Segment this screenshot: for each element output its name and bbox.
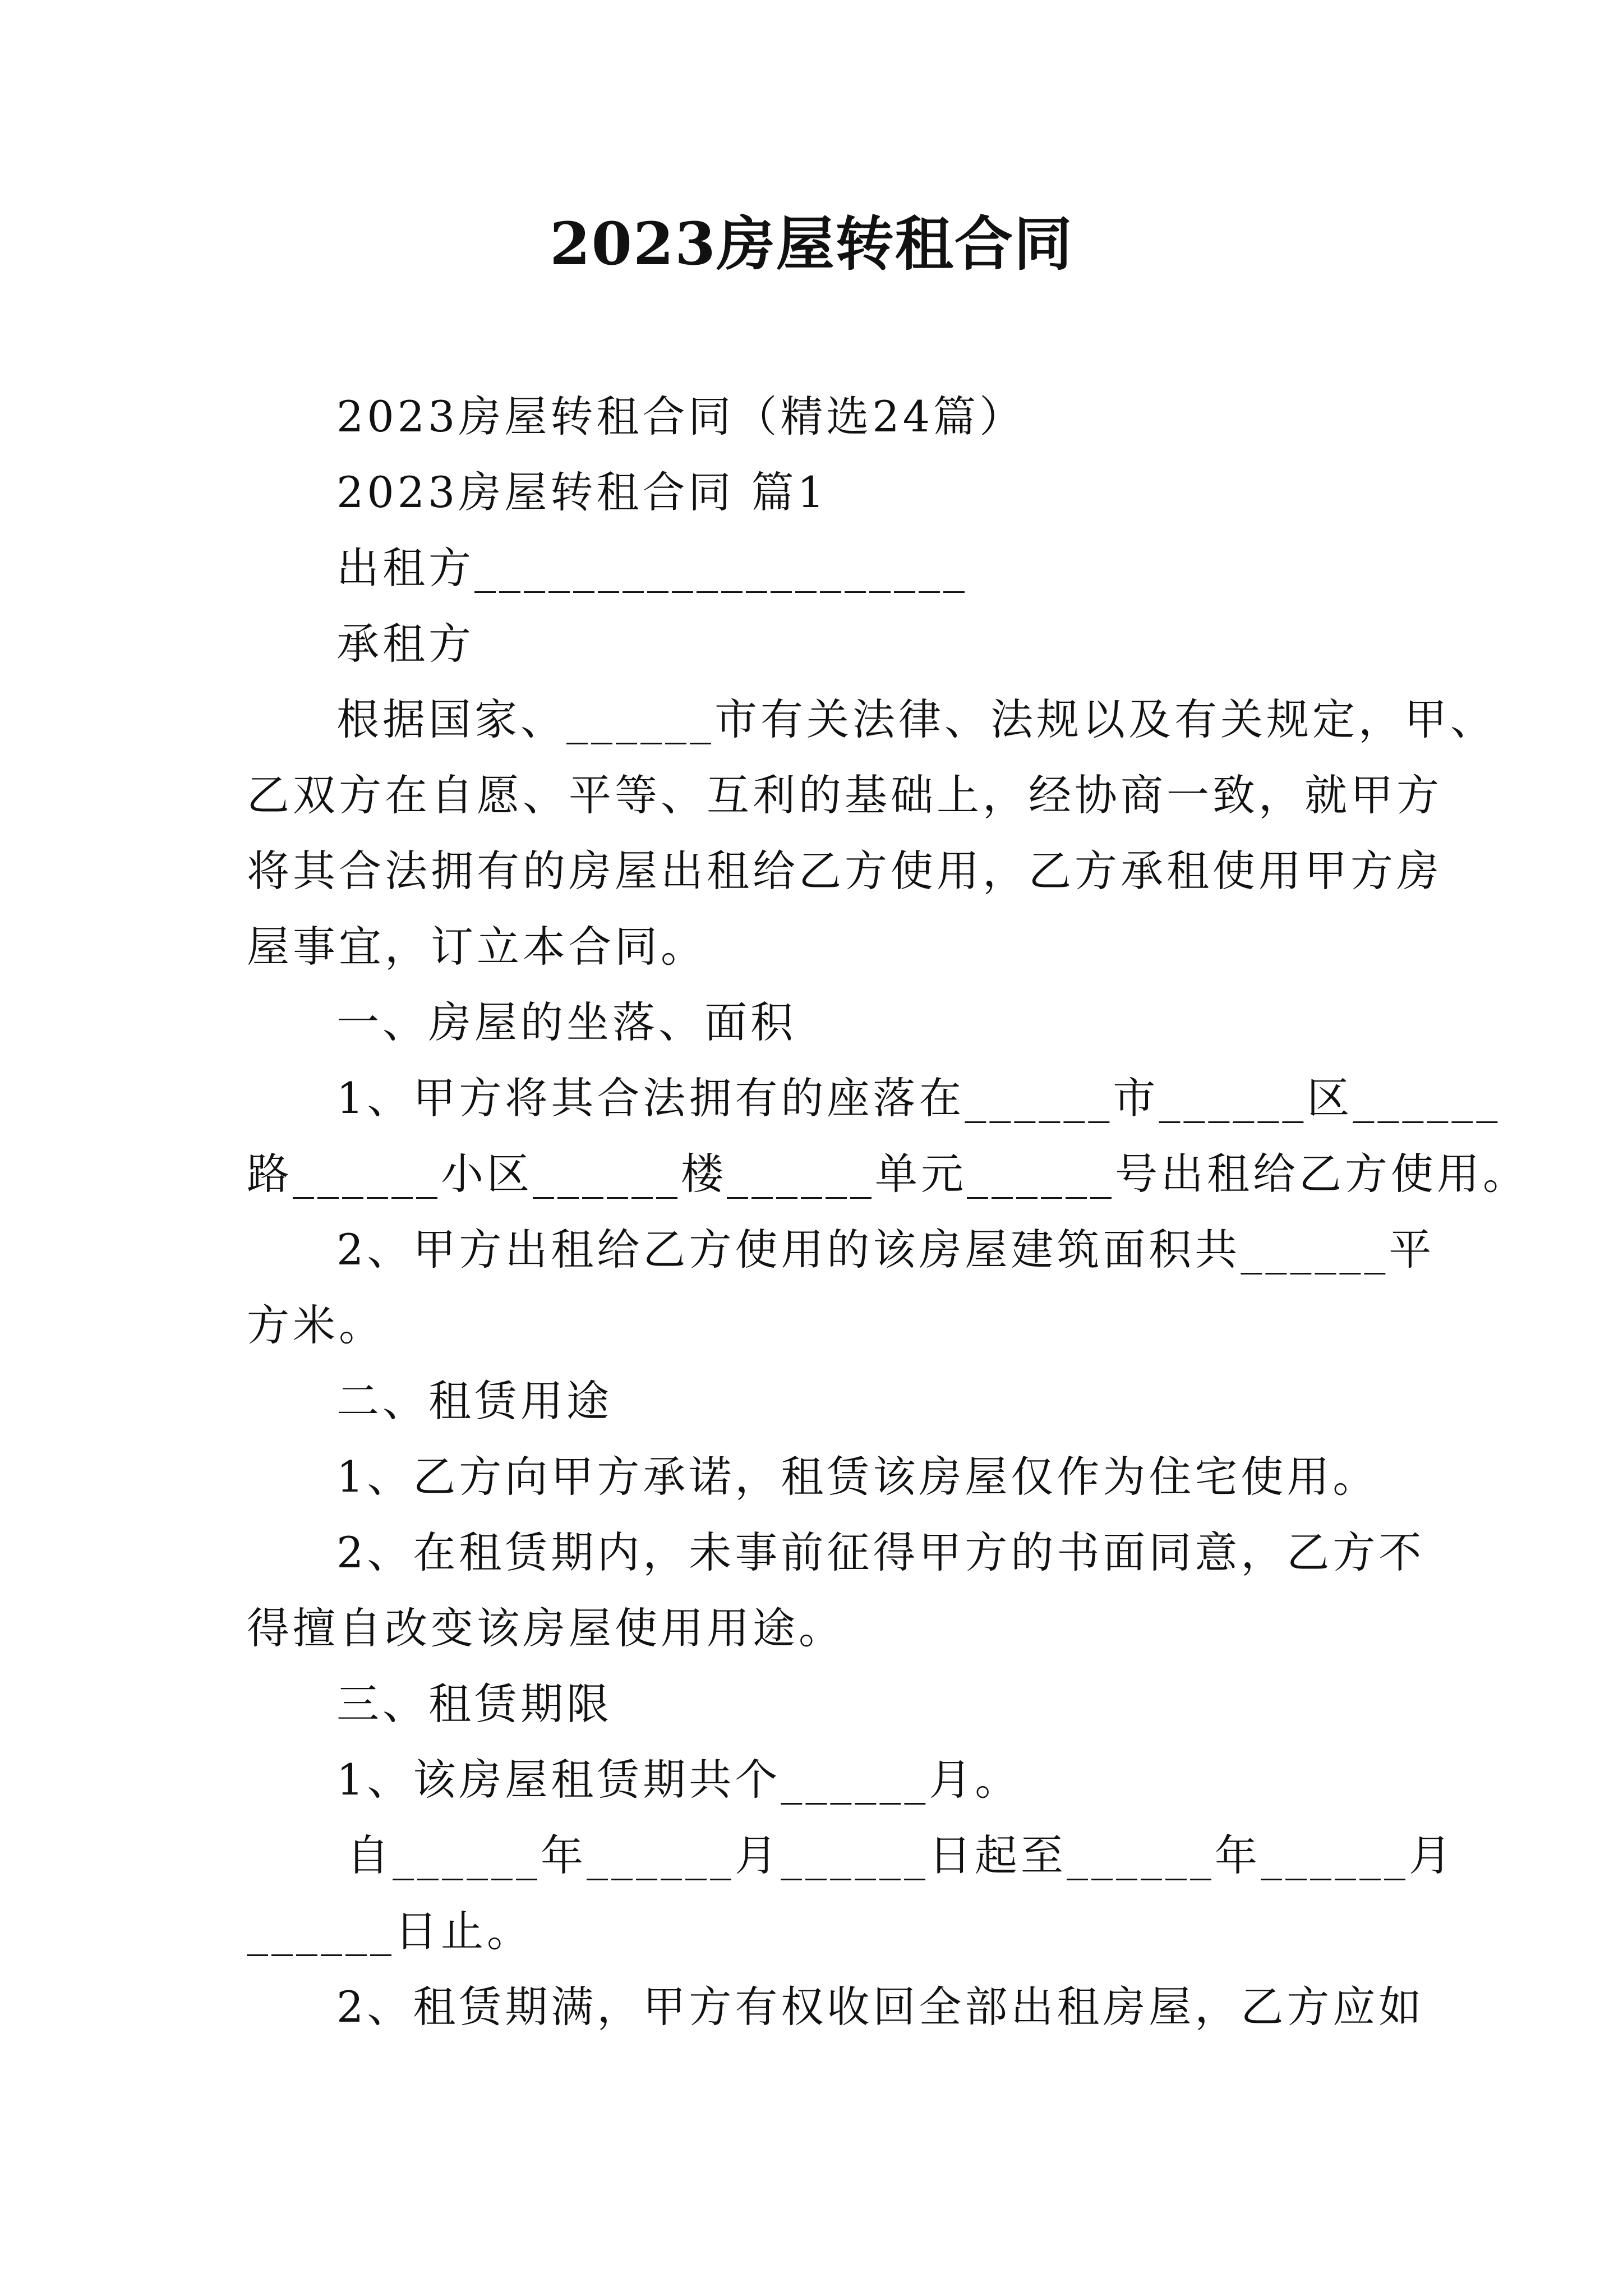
clause-line: 1、乙方向甲方承诺，租赁该房屋仅作为住宅使用。	[336, 1452, 1379, 1502]
paragraph-line: 将其合法拥有的房屋出租给乙方使用，乙方承租使用甲方房	[247, 846, 1442, 896]
clause-line: 2、在租赁期内，未事前征得甲方的书面同意，乙方不	[336, 1527, 1425, 1577]
clause-line: 2、租赁期满，甲方有权收回全部出租房屋，乙方应如	[336, 1982, 1425, 2032]
clause-line: 1、甲方将其合法拥有的座落在______市______区______	[336, 1073, 1501, 1123]
paragraph-line: 根据国家、______市有关法律、法规以及有关规定，甲、	[336, 694, 1496, 744]
clause-heading-line: 二、租赁用途	[336, 1376, 612, 1426]
section-heading-line: 2023房屋转租合同 篇1	[336, 467, 828, 517]
lessee-line: 承租方	[336, 619, 474, 669]
subtitle-line: 2023房屋转租合同（精选24篇）	[336, 392, 1026, 441]
clause-line: 得擅自改变该房屋使用用途。	[247, 1603, 845, 1653]
clause-heading-line: 三、租赁期限	[336, 1679, 612, 1729]
paragraph-line: 乙双方在自愿、平等、互利的基础上，经协商一致，就甲方	[247, 770, 1442, 820]
clause-line: 方米。	[247, 1300, 385, 1350]
clause-line: 1、该房屋租赁期共个______月。	[336, 1755, 1021, 1805]
document-title: 2023房屋转租合同	[550, 209, 1073, 278]
paragraph-line: 屋事宜，订立本合同。	[247, 922, 707, 972]
clause-heading-line: 一、房屋的坐落、面积	[336, 997, 796, 1047]
date-range-line: ______日止。	[247, 1906, 533, 1956]
clause-line: 路______小区______楼______单元______号出租给乙方使用。	[247, 1149, 1529, 1199]
clause-line: 2、甲方出租给乙方使用的该房屋建筑面积共______平	[336, 1225, 1435, 1274]
date-range-line: 自______年______月______日起至______年______月	[347, 1830, 1455, 1880]
lessor-line: 出租方____________________	[336, 543, 968, 593]
